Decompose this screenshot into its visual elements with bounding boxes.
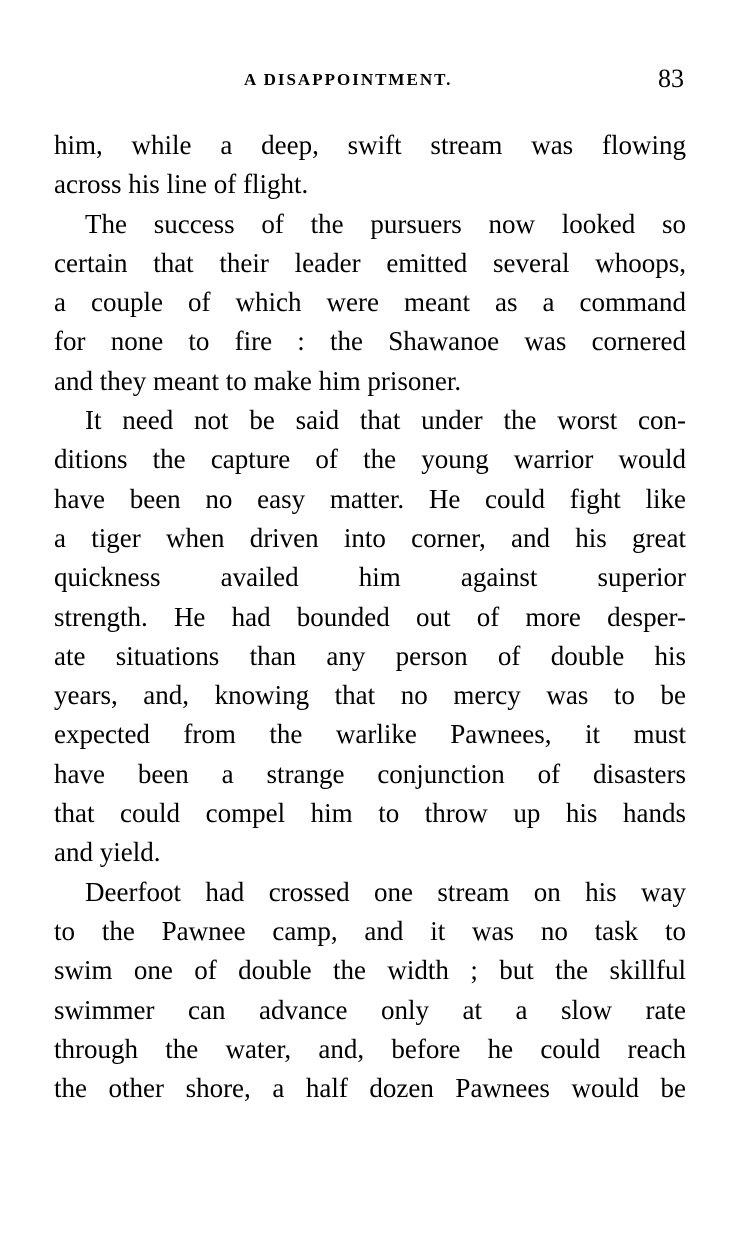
text-line: have been no easy matter. He could fight like [54,483,686,514]
text-line: have been a strange conjunction of disasters [54,758,686,789]
text-line: him, while a deep, swift stream was flowing [54,130,686,160]
page-number: 83 [658,64,684,93]
text-line: that could compel him to throw up his hands [54,798,686,829]
text-line: for none to fire : the Shawanoe was cornered [54,326,686,357]
text-line: swimmer can advance only at a slow rate [54,994,686,1025]
text-line: and they meant to make him prisoner. [54,365,462,396]
text-line: ate situations than any person of double his [54,640,686,671]
text-line: Deerfoot had crossed one stream on his way [85,876,686,907]
text-line: It need not be said that under the worst con- [85,405,686,436]
text-line: a couple of which were meant as a command [54,287,686,318]
paragraph-2 [54,205,686,401]
text-line: to the Pawnee camp, and it was no task to [54,915,686,946]
text-line: quickness availed him against superior [54,562,686,593]
text-line: across his line of flight. [54,169,309,200]
text-line: a tiger when driven into corner, and his great [54,522,686,553]
text-line: certain that their leader emitted several whoops, [54,247,686,278]
running-title: A DISAPPOINTMENT. [244,70,453,89]
text-line: the other shore, a half dozen Pawnees would be [54,1073,686,1104]
paragraph-3 [54,401,686,873]
paragraph-4 [54,873,686,1109]
paragraph-1 [54,126,686,205]
body-text [54,126,686,1108]
text-line: ditions the capture of the young warrior would [54,444,686,475]
text-line: and yield. [54,837,161,868]
text-line: through the water, and, before he could reach [54,1033,686,1064]
text-line: The success of the pursuers now looked so [85,208,686,239]
text-line: swim one of double the width ; but the skillful [54,955,686,986]
text-line: strength. He had bounded out of more desper- [54,601,686,632]
running-head [54,64,686,94]
text-line: expected from the warlike Pawnees, it must [54,719,686,750]
text-line: years, and, knowing that no mercy was to be [54,680,686,711]
